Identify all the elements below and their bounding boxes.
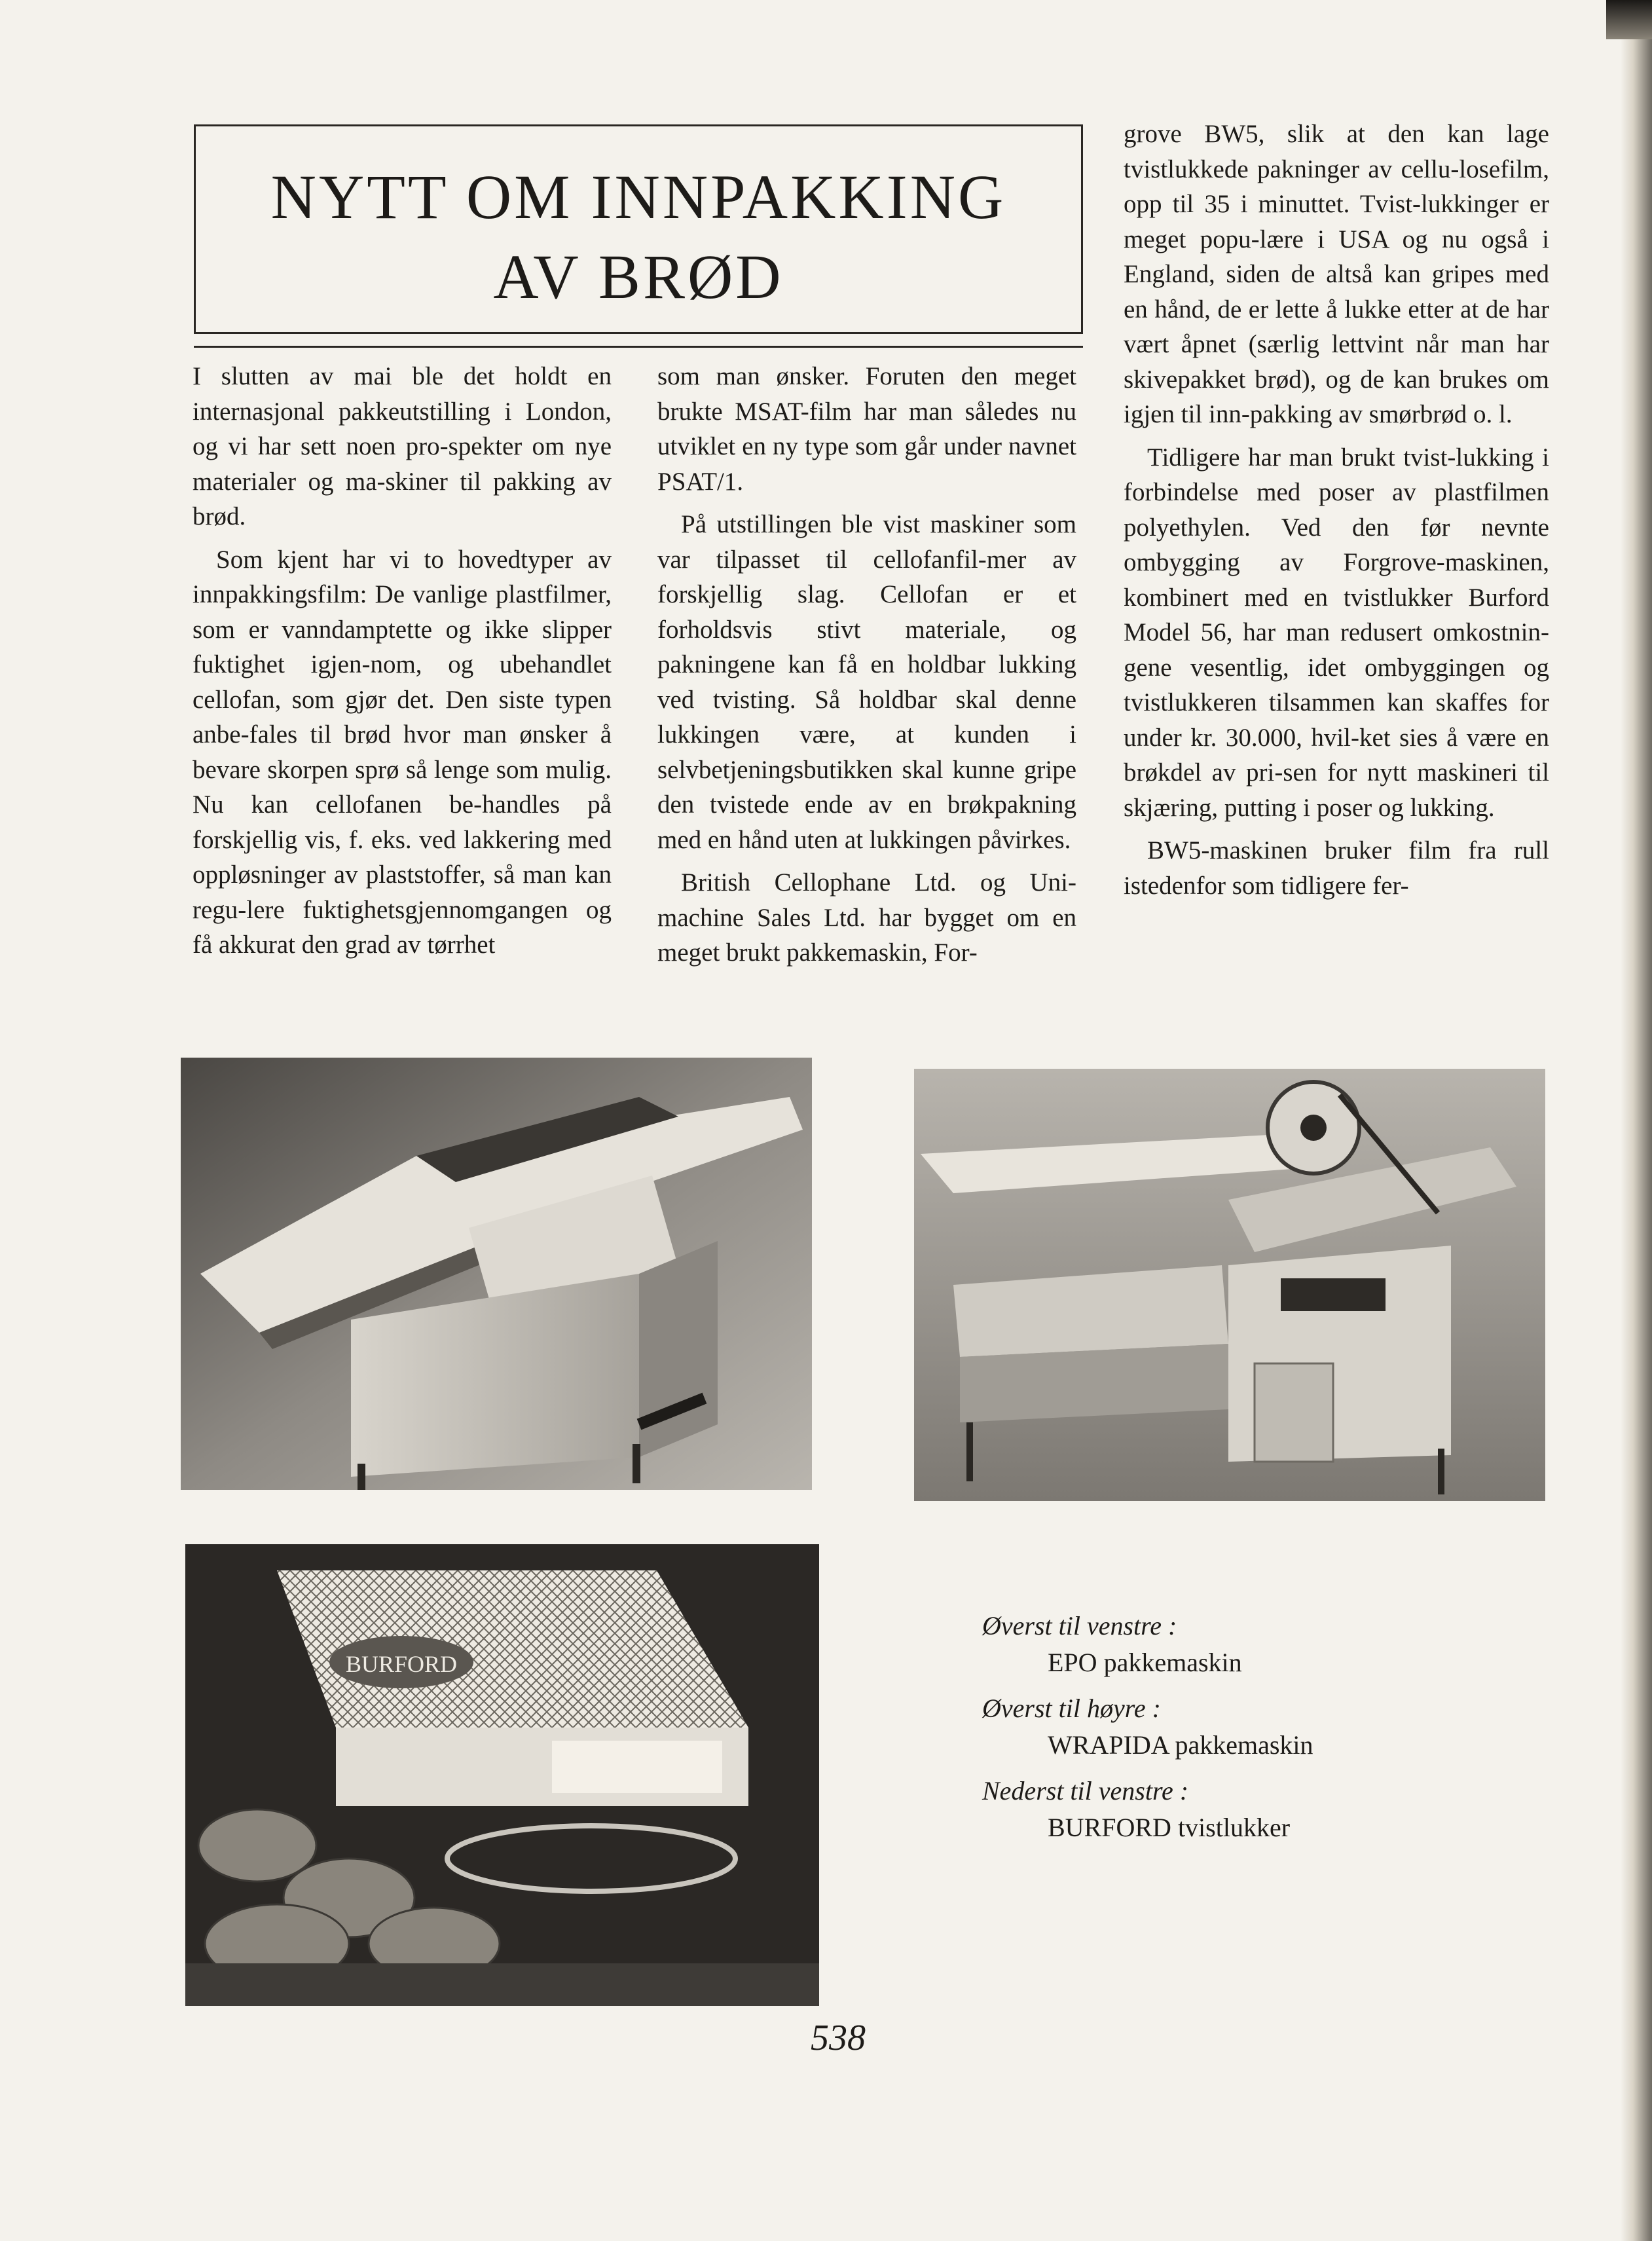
article-title <box>194 157 1083 317</box>
paragraph: British Cellophane Ltd. og Uni-machine Sales Ltd. har bygget om en meget brukt pakkemaskin, For- <box>657 868 1076 967</box>
paragraph: På utstillingen ble vist maskiner som var tilpasset til cellofanfil-mer av forskjellig slag. Cellofan er et forholdsvis stivt materiale, og pakningene kan få en holdbar lukking ved tvisting. Så holdbar skal denne lukkingen være, at kunden i selvbetjeningsbutikken skal kunne gripe den tvistede ende av en brøkpakning med en hånd uten at lukkingen påvirkes. <box>657 510 1076 854</box>
title-line-1: NYTT OM INNPAKKING <box>270 162 1006 232</box>
caption-label-bottom-left: Nederst til venstre : <box>982 1776 1189 1806</box>
page-edge-corner <box>1606 0 1652 39</box>
paragraph: Som kjent har vi to hovedtyper av innpakkingsfilm: De vanlige plastfilmer, som er vanndamptette og ikke slipper fuktighet igjen-nom, og ubehandlet cellofan, som gjør det. Den siste typen anbe-fales til brød hvor man ønsker å bevare skorpen sprø så lenge som mulig. Nu kan cellofanen be-handles på forskjellig vis, f. eks. ved lakkering med oppløsninger av plaststoffer, så man kan regu-lere fuktighetsgjennomgangen og få akkurat den grad av tørrhet <box>193 545 612 959</box>
caption-value-top-left: EPO pakkemaskin <box>1048 1648 1242 1677</box>
caption-value-top-right: WRAPIDA pakkemaskin <box>1048 1730 1313 1760</box>
page-number: 538 <box>811 2018 866 2058</box>
burford-nameplate: BURFORD <box>345 1651 458 1677</box>
text-column-2 <box>657 359 1076 978</box>
caption-value-bottom-left: BURFORD tvistlukker <box>1048 1813 1291 1842</box>
title-line-2: AV BRØD <box>493 242 784 312</box>
photo-epo-machine <box>181 1058 812 1490</box>
page-edge-shadow <box>1621 0 1652 2241</box>
paragraph: grove BW5, slik at den kan lage tvistlukkede pakninger av cellu-losefilm, opp til 35 i minuttet. Tvist-lukkinger er meget popu-lære i USA og nu også i England, siden de altså kan gripes med en hånd, de er lette å lukke etter at de har vært åpnet (særlig lettvint når man har skivepakket brød), og de kan brukes om igjen til inn-pakking av smørbrød o. l. <box>1124 120 1549 428</box>
title-underline <box>194 346 1083 348</box>
photo-wrapida-machine <box>914 1069 1545 1501</box>
photo-burford-twist-tier <box>185 1544 819 2006</box>
photo-captions <box>982 1608 1506 1855</box>
caption-label-top-left: Øverst til venstre : <box>982 1611 1177 1640</box>
text-column-1 <box>193 359 612 971</box>
paragraph: Tidligere har man brukt tvist-lukking i forbindelse med poser av plastfilmen polyethylen. Ved den før nevnte ombygging av Forgrove-maskinen, kombinert med en tvistlukker Burford Model 56, har man redusert omkostnin-gene vesentlig, idet ombyggingen og tvistlukkeren tilsammen kan skaffes for under kr. 30.000, hvil-ket sies å være en brøkdel av pri-sen for nytt maskineri til skjæring, putting i poser og lukking. <box>1124 443 1549 822</box>
text-column-3 <box>1124 117 1549 911</box>
caption-label-top-right: Øverst til høyre : <box>982 1694 1161 1723</box>
paragraph: som man ønsker. Foruten den meget brukte MSAT-film har man således nu utviklet en ny type som går under navnet PSAT/1. <box>657 362 1076 496</box>
paragraph: I slutten av mai ble det holdt en internasjonal pakkeutstilling i London, og vi har sett noen pro-spekter om nye materialer og ma-skiner til pakking av brød. <box>193 362 612 530</box>
paragraph: BW5-maskinen bruker film fra rull istedenfor som tidligere fer- <box>1124 836 1549 900</box>
